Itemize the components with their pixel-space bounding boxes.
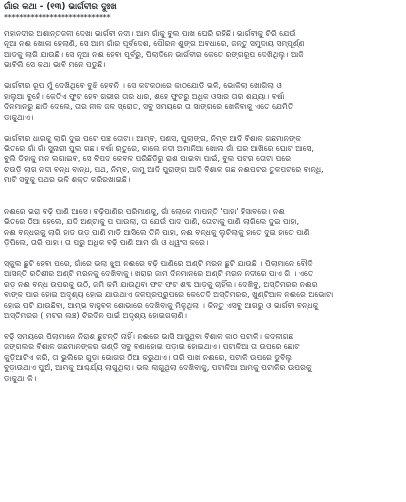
text-line: ଭାର୍ଗବୀର ରୂପ ମୁଁ ଦେଖିଥିବେ ବୁଝି ହେବନି । ସେ କଟକଠାରେ କାଠଯୋଡି ଭଳି, ଭୋକିଲା ଖୋଗିଲା ଓ	[4, 81, 282, 91]
text-line: ବୁଡ଼ାଉଥାଏ ପୁଅଁ, ଆମକୁ ଆଶ୍ଚର୍ଯ୍ୟ ଲାଗୁଥିଲା। ଭଲ ଲାଗୁଥିଲା ଦେଖିବାକୁ, ପଟାଳିଆ ଆମକୁ ପଟାଳିର ଉପରକୁ	[4, 363, 312, 373]
text-line: ନୂଆ ନଈ ଖୋଳା ହେଲାଣି, ସେ ଆମ ଗାଁର ପୂର୍ବଦେଶ, ପୌରନ ଶୁଙ୍ଗ ଅବଧାରେ, ଜନ୍ତୁ ସମୁଦାୟ ସମ୍ପୂର୍ଣ୍ଣ	[4, 39, 305, 49]
paragraph-1	[4, 29, 402, 71]
text-line: ଡ଼ିପିଲେ, ତାରି ପାହା। ତା ପରୁ ଅଧିକ ବଢ଼ି ପାଣି ଆମ ଗାଁ ଓ ଧ୍ୱଂସ କରେ।	[4, 237, 209, 247]
text-line: ନଈରେ ଭରା ବଢ଼ି ପାଣି ଆସେ। ବଢ଼ିପାଣିର ପରିମାଣକୁ, ଗାଁ ଲୋକେ ମାପନ୍ତି 'ପାହା' ହିସାବରେ। ନଈ	[4, 206, 285, 216]
text-line-last	[4, 384, 402, 394]
text-line: ଦିନମାନରୁ ଛାଡି ଦେଲେ, ତାର ନୀଳ ଜଳ ସ୍ରୋତ, ସବୁ ସମୟରେ ତା ସାଙ୍ଗରେ ଖେଳିବାକୁ ଏତେ ଯେମିତି	[4, 102, 294, 112]
text-line: ହୋଇ ପଟି ଯାଉଛିବା, ଆମ୍ଭ ବାହୁବଳ ଶୋଭାରେ ଦେଖିବାକୁ ମିଳୁଥିଲା । କିନ୍ତୁ ଏସବୁ ଆଗରୁ ଓ ଭାର୍ଗବୀ ବନ୍ଧକୁ	[4, 300, 319, 310]
text-line: ରଡ଼ ନଈ ବନ୍ଧ ଉପରକୁ ଉଠି, ଜମି କମି ଯାଉଥିବା ଫଟ ଫଟ ଶବ୍ଦ ଆଡ଼କୁ ଚାହିଁଲ। ଦେଖିବୁ, ଅସ୍ତିମରର ନଈର	[4, 279, 318, 289]
text-line: ଭିତରେ ଗାଁ ଗାଁ ସୁନାରୀ ପୁଲ ଗଛ। ବର୍ଷା ଋତୁରେ, କାଲେ ନଦୀ ଅମାନିଆ ଖୋଲ ଗାଁ ଘର ଆଖିରେ ଘୋଟ ଆସେ,	[4, 143, 315, 153]
text-line: ସ୍କୁଲ ଛୁଟି ହେବା ପରେ, ଗାଁରେ ଭଲା ଝୁଅ ନଈରେ ବଢ଼ି ପାଣିରେ ଅଣ୍ଟି ମରନ ଛୁଟି ଯାଉଛି । ପିଲାମାନେ ବୌଦି	[4, 258, 313, 268]
text-line	[4, 186, 402, 196]
text-line: ଭାବିଲି ସେ କଥା ଭାବି ମନେ ପଡୁଛି।	[4, 60, 106, 70]
text-line: ମହାନଦୀର ଅଶାନ୍ତଜଳୀ ଦେଖା ଭାର୍ଗବୀ ନଦୀ। ଆମ ଗାଁକୁ ବୁଲ ପାଖ ଘେରି ରହିଛି। ଭାର୍ଗବୀକୁ ଚିରି ଯେଉଁ	[4, 29, 296, 38]
paragraph-4	[4, 207, 402, 249]
text-line: ଡାକୁଥା କି।	[4, 373, 37, 383]
text-line: ନଈ ବନ୍ଧରକୁ ଲାଗି ହାଡ ଉଡ଼ ପାଣି ମାଡି ଆସିଲେ ତିନି ପାହା, ନଈ ବନ୍ଧକୁ ଲୁଚିଲାକୁ ହାତେ ଦୁଇ ହାତେ ପାଣି	[4, 227, 310, 237]
text-line: ବୁଲି ଡିହାକୁ ମନ ଲଗାଇବ, ସେ ବିପଦ କେବଳ ପରିଛିଡ଼ିରୁ ରାଶ ପାଇବା ପାଇଁ, ବୁଲ ପଟର ତୋଟା ପରେ	[4, 154, 292, 164]
text-line: ଭାର୍ଗବୀର ଧାରକୁ ଲାଗି ଦୁଇ ପଟେ ପଞ୍ଚ ତୋଟା। ଆମ୍ବ, ପଣସ, ପୁଲାଙ୍ଗ, ନିମ୍ବ ଆଦି ବିଶାଳ ଗଛମାନଙ୍କ	[4, 133, 302, 143]
paragraph-2	[4, 81, 402, 123]
text-line: ବଢ଼ି ସମୟରେ ପିଲାମାନେ ନିରାଶ ଛୁଟନ୍ତି ନାହିଁ। ନଈରେ ଭାସି ଆସୁଥିବା ବିଶାଳ କାଠ ପଟାଳି। କଦଳୀଗଛ	[4, 332, 294, 341]
post-body	[4, 2, 402, 498]
paragraph-6	[4, 332, 402, 395]
paragraph-3	[4, 134, 402, 197]
text-line: କୁଡ଼ିଆଟିଏ କରି, ତା ଭୁଲିରେ ଗୁଡ଼ା ଭୋଗର ଠିଆ କରୁଥାଏ। ତାରି ପାଖ ନଈରେ, ପଟାଳି ଉପରେ ଡୁବିଲୁ	[4, 352, 293, 362]
text-line: ହାଲୁଆ ବୁହେଁ। କେତିଏ ଫୁଟ ହେବ ଗଭୀର ତାର ଧାର, ଶହେ ଫୁଟରୁ ଅଧିକ ଓସାର ତାର ଶଯ୍ୟା। ବର୍ଷା	[4, 91, 285, 101]
paragraph-5	[4, 259, 402, 322]
text-line: ଆସନ୍ତି ରତିଶୀର ଅଣ୍ଟି ମରନକୁ ଦେଖିବାକୁ। ଖରାର ଜାମ ଦିନମାନରେ ଅଣ୍ଟି ମରନ ନଦୀରେ ପାଏ ଗି । ଏତେ	[4, 269, 314, 279]
text-line: ଜଙ୍ଗଲର ବିଶାଳ ଗଛମାନଙ୍କର ଗଣ୍ଡି ସବୁ ବଣାହୋଇ ପଡ଼ାଇ ହୋଇଥାଏ। ପଟାଳିଆ ତା ଉପରେ ଛୋଟ	[4, 342, 300, 352]
text-line: ମାଟି ସବୁକୁ ପଥର ଭଳି ଶକ୍ତ କରିରଖାଇଛି।	[4, 175, 131, 185]
text-line: ଡାକୁଥାଏ।	[4, 112, 34, 122]
text-line: ଅସ୍ତିମରର ( ମଟର ଲଞ୍ଚ) ଚିରଦିନ ପାଇଁ ଅଦୃଶ୍ୟ ହୋଇଗଲାଣି।	[4, 311, 187, 321]
text-line: ଭିତରେ ଠିଆ ହେଲେ, ଯଦି ଅଣ୍ଟାକୁ ପ ପାଉଲା, ତା ଯେଉଁ ପାଦ ପାଣି, ତୋଟାକୁ ପାଣି ଲାଗିଲେ ଦୁଇ ପାହା,	[4, 217, 300, 227]
text-line: ଆଡକୁ ଲାଗି ଯାଉଛି। ସେ ନୂଆ ନଈ ହେବା ପୂର୍ବରୁ, ପିଲାଦିନେ ଭାର୍ଗବୀର କେତେ ରଙ୍ଗରୂପ ଦେଖିଥିଲୁ। ଆଜି	[4, 49, 304, 59]
text-line: ବାଙ୍କ ପାର ହୋଇ ଅଦୃଶ୍ୟ ହୋଇ ଯାଉଥାଏ ଜଳପ୍ରପ୍ରୁପରେ କେତେଦି ଅସ୍ତିମରର, ଖୁଣ୍ଟିଆଳ ନଈରେ ଅଭୋଟା	[4, 290, 334, 300]
text-line: ଚଉଡ଼ି ଲାଗ ନଦୀ ବନ୍ଧ ବାନ୍ଧ, ପଥ, ନିମ୍ବ, ଜାମୁ ଆଦି ପୁରାଙ୍ଗ ଆଦି ବିଶାଳ ଗଛ ନଈପଟର ତୁଳପଟରେ ବାନ୍ଧି,	[4, 164, 324, 174]
title-separator: ****************************	[4, 13, 111, 22]
post-title: ଗାଁର କଥା - (୧୩) ଭାର୍ଗବୀର ଦୁଃଖ	[4, 2, 117, 12]
